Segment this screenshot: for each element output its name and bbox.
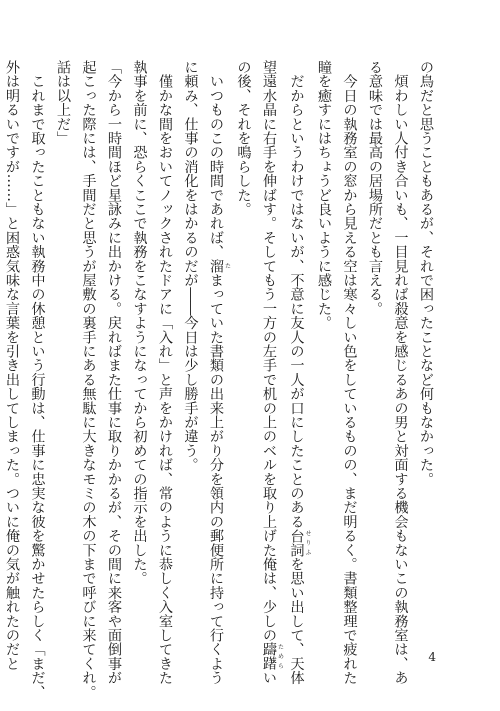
text-line-8: の後、それを鳴らした。 <box>235 60 252 217</box>
text-line-3: る意味では最高の居場所だとも言える。 <box>367 60 383 316</box>
text-line-15: 話は以上だ」 <box>55 60 71 146</box>
ruby-tama: 溜 た <box>208 258 231 274</box>
text-line-10: に頼み、仕事の消化をはかるのだが――今日は少し勝手が違う。 <box>182 60 199 472</box>
page-number: 4 <box>428 650 436 664</box>
text-line-1: の鳥だと思うこともあるが、それで困ったことなど何もなかった。 <box>418 60 434 486</box>
text-line-17: 外は明るいですが……」と困惑気味な言葉を引き出してしまった。ついに俺の気が触れたのだと <box>4 60 20 671</box>
text-line-13: 「今から一時間ほど星詠みに出かける。戻ればまた仕事に取りかかるが、その間に来客や面倒事が <box>106 60 122 685</box>
text-line-2: 煩わしい人付き合いも、一目見れば殺意を感じるあの男と対面する機会もないこの執務室は、あ <box>392 60 409 685</box>
text-line-11: 僅かな間をおいてノックされたドアに「入れ」と声をかければ、常のように恭しく入室してきた <box>157 60 173 685</box>
text-line-5: 瞳を癒すにはちょうど良いように感じた。 <box>316 60 332 330</box>
text-line-16: これまで取ったこともない執務中の休憩という行動は、仕事に忠実な彼を驚かせたらしく「まだ、 <box>29 60 46 699</box>
text-line-9: いつものこの時間であれば、溜 たまっていた書類の出来上がり分を領内の郵便所に持って行くよう <box>208 60 231 685</box>
text-line-6: だからというわけではないが、不意に友人の一人が口にしたことのある台詞 せりふを思い出して、天体 <box>288 60 311 685</box>
ruby-serifu: 台詞 せりふ <box>288 528 311 558</box>
ruby-tamerai: 躊躇 ためら <box>261 642 284 671</box>
text-line-12: 執事を前に、恐らくここで執務をこなすようになってから初めての指示を出した。 <box>131 60 148 586</box>
body-text <box>0 60 438 699</box>
text-line-4: 今日の執務室の窓から見える空は寒々しい色をしているものの、まだ明るく。書類整理で疲れた <box>341 60 358 685</box>
text-line-7: 望遠水晶に右手を伸ばす。そしてもう一方の左手で机の上のベルを取り上げた俺は、少しの躊躇 ためらい <box>261 60 284 685</box>
text-line-14: 起こった際には、手間だと思うが屋敷の裏手にある無駄に大きなモミの木の下まで呼びに来てくれ。 <box>80 60 97 699</box>
